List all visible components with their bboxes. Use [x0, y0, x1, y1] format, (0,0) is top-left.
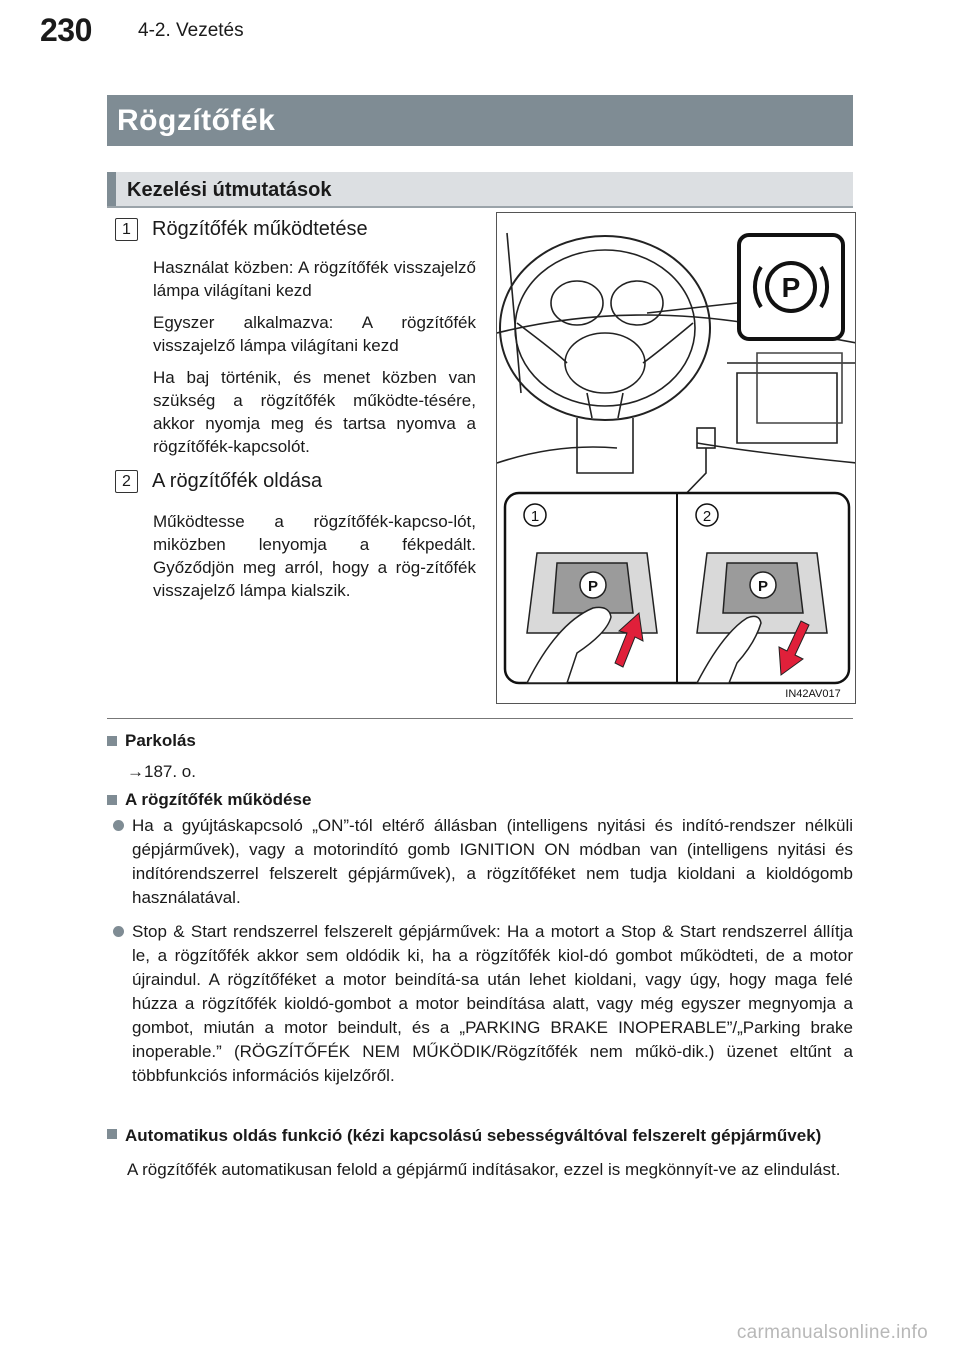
section-heading: Parkolás	[125, 731, 196, 750]
step-2	[115, 470, 322, 493]
round-bullet-icon	[113, 820, 124, 831]
chapter-reference: 4-2. Vezetés	[138, 20, 244, 41]
step-heading: A rögzítőfék oldása	[152, 470, 323, 492]
bullet-item	[107, 920, 853, 1088]
step-number-box: 1	[115, 218, 138, 241]
subtitle-accent	[107, 172, 116, 206]
square-bullet-icon	[107, 795, 117, 805]
step-paragraph: Működtesse a rögzítőfék-kapcso-lót, miközben lenyomja a fékpedált. Győződjön meg arról, hogy a rög-zítőfék visszajelző lámpa kialszik.	[153, 512, 476, 600]
step-2-body	[153, 510, 476, 611]
page-reference-link[interactable]: →187. o.	[127, 762, 196, 781]
page-number: 230	[40, 12, 92, 48]
subsection-title: Kezelési útmutatások	[127, 179, 332, 201]
section-heading: A rögzítőfék működése	[125, 790, 312, 809]
step-paragraph: Egyszer alkalmazva: A rögzítőfék visszajelző lámpa világítani kezd	[153, 313, 476, 355]
svg-text:P: P	[587, 578, 599, 595]
cockpit-drawing	[497, 213, 856, 704]
step-1	[115, 218, 368, 241]
figure-code: IN42AV017	[785, 688, 841, 700]
watermark: carmanualsonline.info	[736, 1322, 928, 1343]
svg-text:2: 2	[702, 508, 712, 525]
section-paragraph: A rögzítőfék automatikusan felold a gépjármű indításakor, ezzel is megkönnyít-ve az elindulást.	[127, 1160, 841, 1179]
subsection-title-bar	[107, 172, 853, 208]
section-divider	[107, 718, 853, 719]
square-bullet-icon	[107, 736, 117, 746]
section-heading: Automatikus oldás funkció (kézi kapcsolású sebességváltóval felszerelt gépjárművek)	[125, 1126, 822, 1145]
section-operation	[107, 790, 853, 1088]
step-paragraph: Használat közben: A rögzítőfék visszajelző lámpa világítani kezd	[153, 258, 476, 300]
step-paragraph: Ha baj történik, és menet közben van szükség a rögzítőfék működte-tésére, akkor nyomja meg és tartsa nyomva a rögzítőfék-kapcsolót.	[153, 368, 476, 456]
svg-text:P: P	[757, 578, 769, 595]
bullet-text: Ha a gyújtáskapcsoló „ON”-tól eltérő állásban (intelligens nyitási és indító-rendszer nélküli gépjárművek), vagy a motorindító gomb IGNITION ON módban van (intelligens nyitási és indítórendszerrel felszerelt gépjárművek), a rögzítőféket nem tudja kioldani a kioldógomb használatával.	[132, 816, 853, 907]
square-bullet-icon	[107, 1129, 117, 1139]
svg-text:1: 1	[530, 508, 540, 525]
step-number-box: 2	[115, 470, 138, 493]
step-heading: Rögzítőfék működtetése	[152, 218, 368, 240]
section-auto-release	[107, 1124, 853, 1182]
round-bullet-icon	[113, 926, 124, 937]
svg-text:P: P	[781, 272, 801, 303]
bullet-item	[107, 814, 853, 910]
step-1-body	[153, 256, 476, 467]
section-parking	[107, 731, 853, 784]
parking-brake-indicator-callout	[739, 235, 843, 339]
parking-brake-illustration	[496, 212, 856, 704]
bullet-text: Stop & Start rendszerrel felszerelt gépjárművek: Ha a motort a Stop & Start rendszerrel állítja le, a rögzítőfék akkor sem oldódik ki, ha a rögzítőfék kiol-dó gombot működteti, de a motor újraindul. A rögzítőféket a motor beindítá-sa után lehet kioldani, vagy úgy, hogy maga felé húzza a rögzítőfék kioldó-gombot a motor beindítása alatt, vagy még egyszer megnyomja a gombot, miután a motor beindult, és a „PARKING BRAKE INOPERABLE”/„Parking brake inoperable.” (RÖGZÍTŐFÉK NEM MŰKÖDIK/Rögzítőfék nem műkö-dik.) üzenet eltűnt a többfunkciós információs kijelzőről.	[132, 922, 853, 1085]
section-title-bar: Rögzítőfék	[107, 95, 853, 146]
